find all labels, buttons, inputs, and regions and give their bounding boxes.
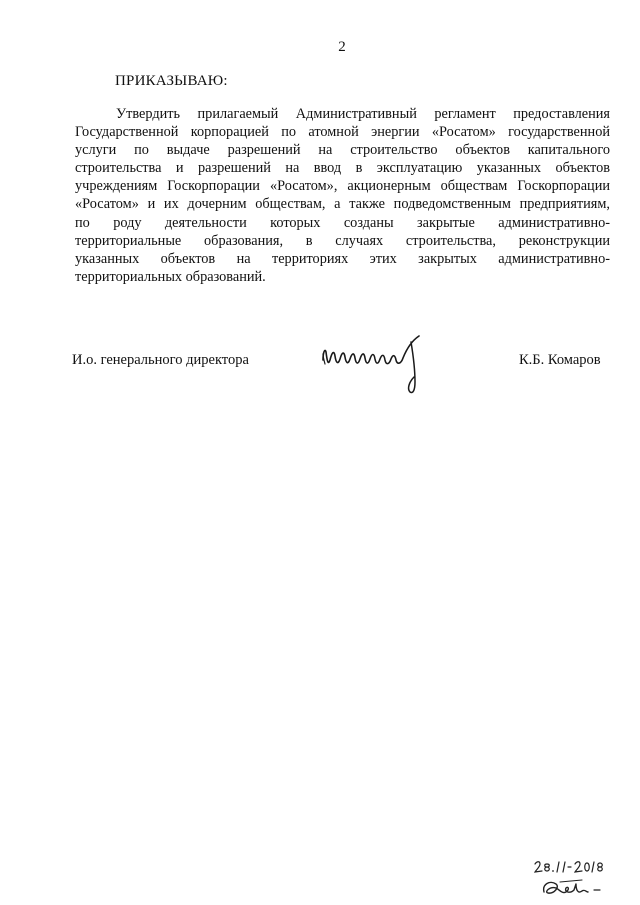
body-line: «Росатом» и их дочерним обществам, а также подведомственным предприятиям, [75,196,610,213]
body-line: учреждениям Госкорпорации «Росатом», акционерным обществам Госкорпорации [75,178,610,195]
order-heading: ПРИКАЗЫВАЮ: [115,73,228,89]
order-body-paragraph [75,105,610,286]
signatory-name: К.Б. Комаров [519,352,601,368]
body-line: услуги по выдаче разрешений на строительство объектов капитального [75,142,610,159]
handwritten-date-and-initials [530,858,615,903]
body-line: указанных объектов на территориях этих закрытых административно- [75,250,610,267]
body-line: Утвердить прилагаемый Административный регламент предоставления [116,106,610,122]
body-line: Государственной корпорацией по атомной энергии «Росатом» государственной [75,124,610,141]
page-number: 2 [338,39,346,55]
body-line: территориальные образования, в случаях строительства, реконструкции [75,232,610,249]
body-line: территориальных образований. [75,268,266,285]
handwritten-signature [315,330,455,400]
body-line: строительства и разрешений на ввод в эксплуатацию указанных объектов [75,160,610,177]
signatory-title: И.о. генерального директора [72,352,249,368]
body-line: по роду деятельности которых созданы закрытые административно- [75,214,610,231]
